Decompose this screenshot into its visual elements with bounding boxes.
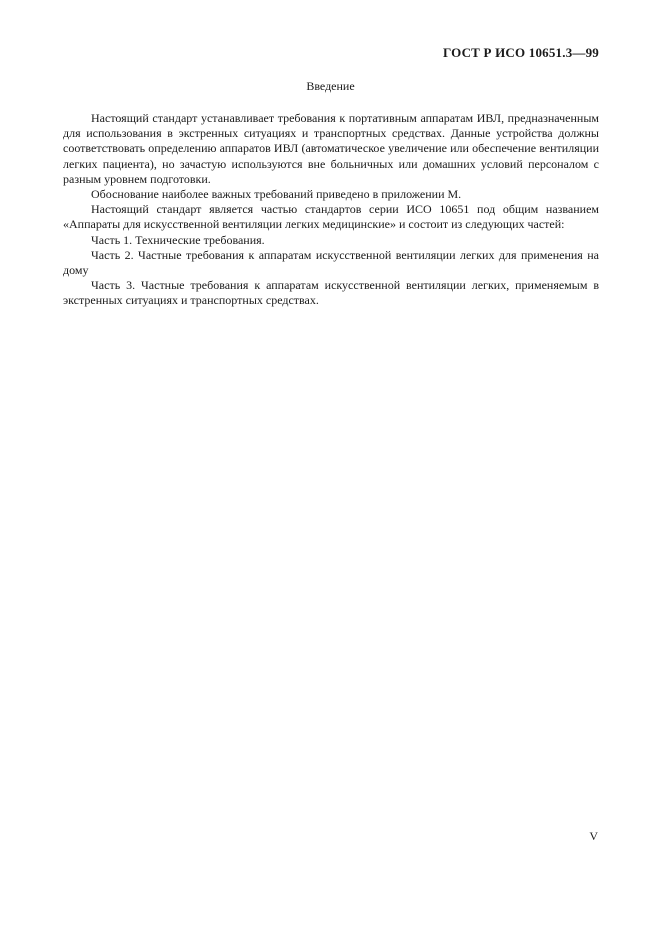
paragraph-series: Настоящий стандарт является частью стандартов серии ИСО 10651 под общим названием «Аппараты для искусственной вентиляции легких медицинские» и состоит из следующих частей: [63, 202, 599, 232]
paragraph-scope: Настоящий стандарт устанавливает требования к портативным аппаратам ИВЛ, предназначенным для использования в экстренных ситуациях и транспортных средствах. Данные устройства должны соответствовать определению аппаратов ИВЛ (автоматическое увеличение или обеспечение вентиляции легких пациента), но зачастую используются вне больничных или домашних условий персоналом с разным уровнем подготовки. [63, 111, 599, 186]
standard-code-header: ГОСТ Р ИСО 10651.3—99 [442, 45, 599, 60]
section-title: Введение [306, 79, 355, 93]
paragraph-part-1: Часть 1. Технические требования. [91, 232, 265, 247]
page-number: V [589, 829, 598, 843]
paragraph-part-3: Часть 3. Частные требования к аппаратам искусственной вентиляции легких, применяемым в экстренных ситуациях и транспортных средствах. [63, 278, 599, 308]
paragraph-part-2: Часть 2. Частные требования к аппаратам искусственной вентиляции легких для применения на дому [63, 247, 599, 278]
body-text [63, 111, 599, 309]
paragraph-rationale: Обоснование наиболее важных требований приведено в приложении М. [91, 187, 462, 202]
